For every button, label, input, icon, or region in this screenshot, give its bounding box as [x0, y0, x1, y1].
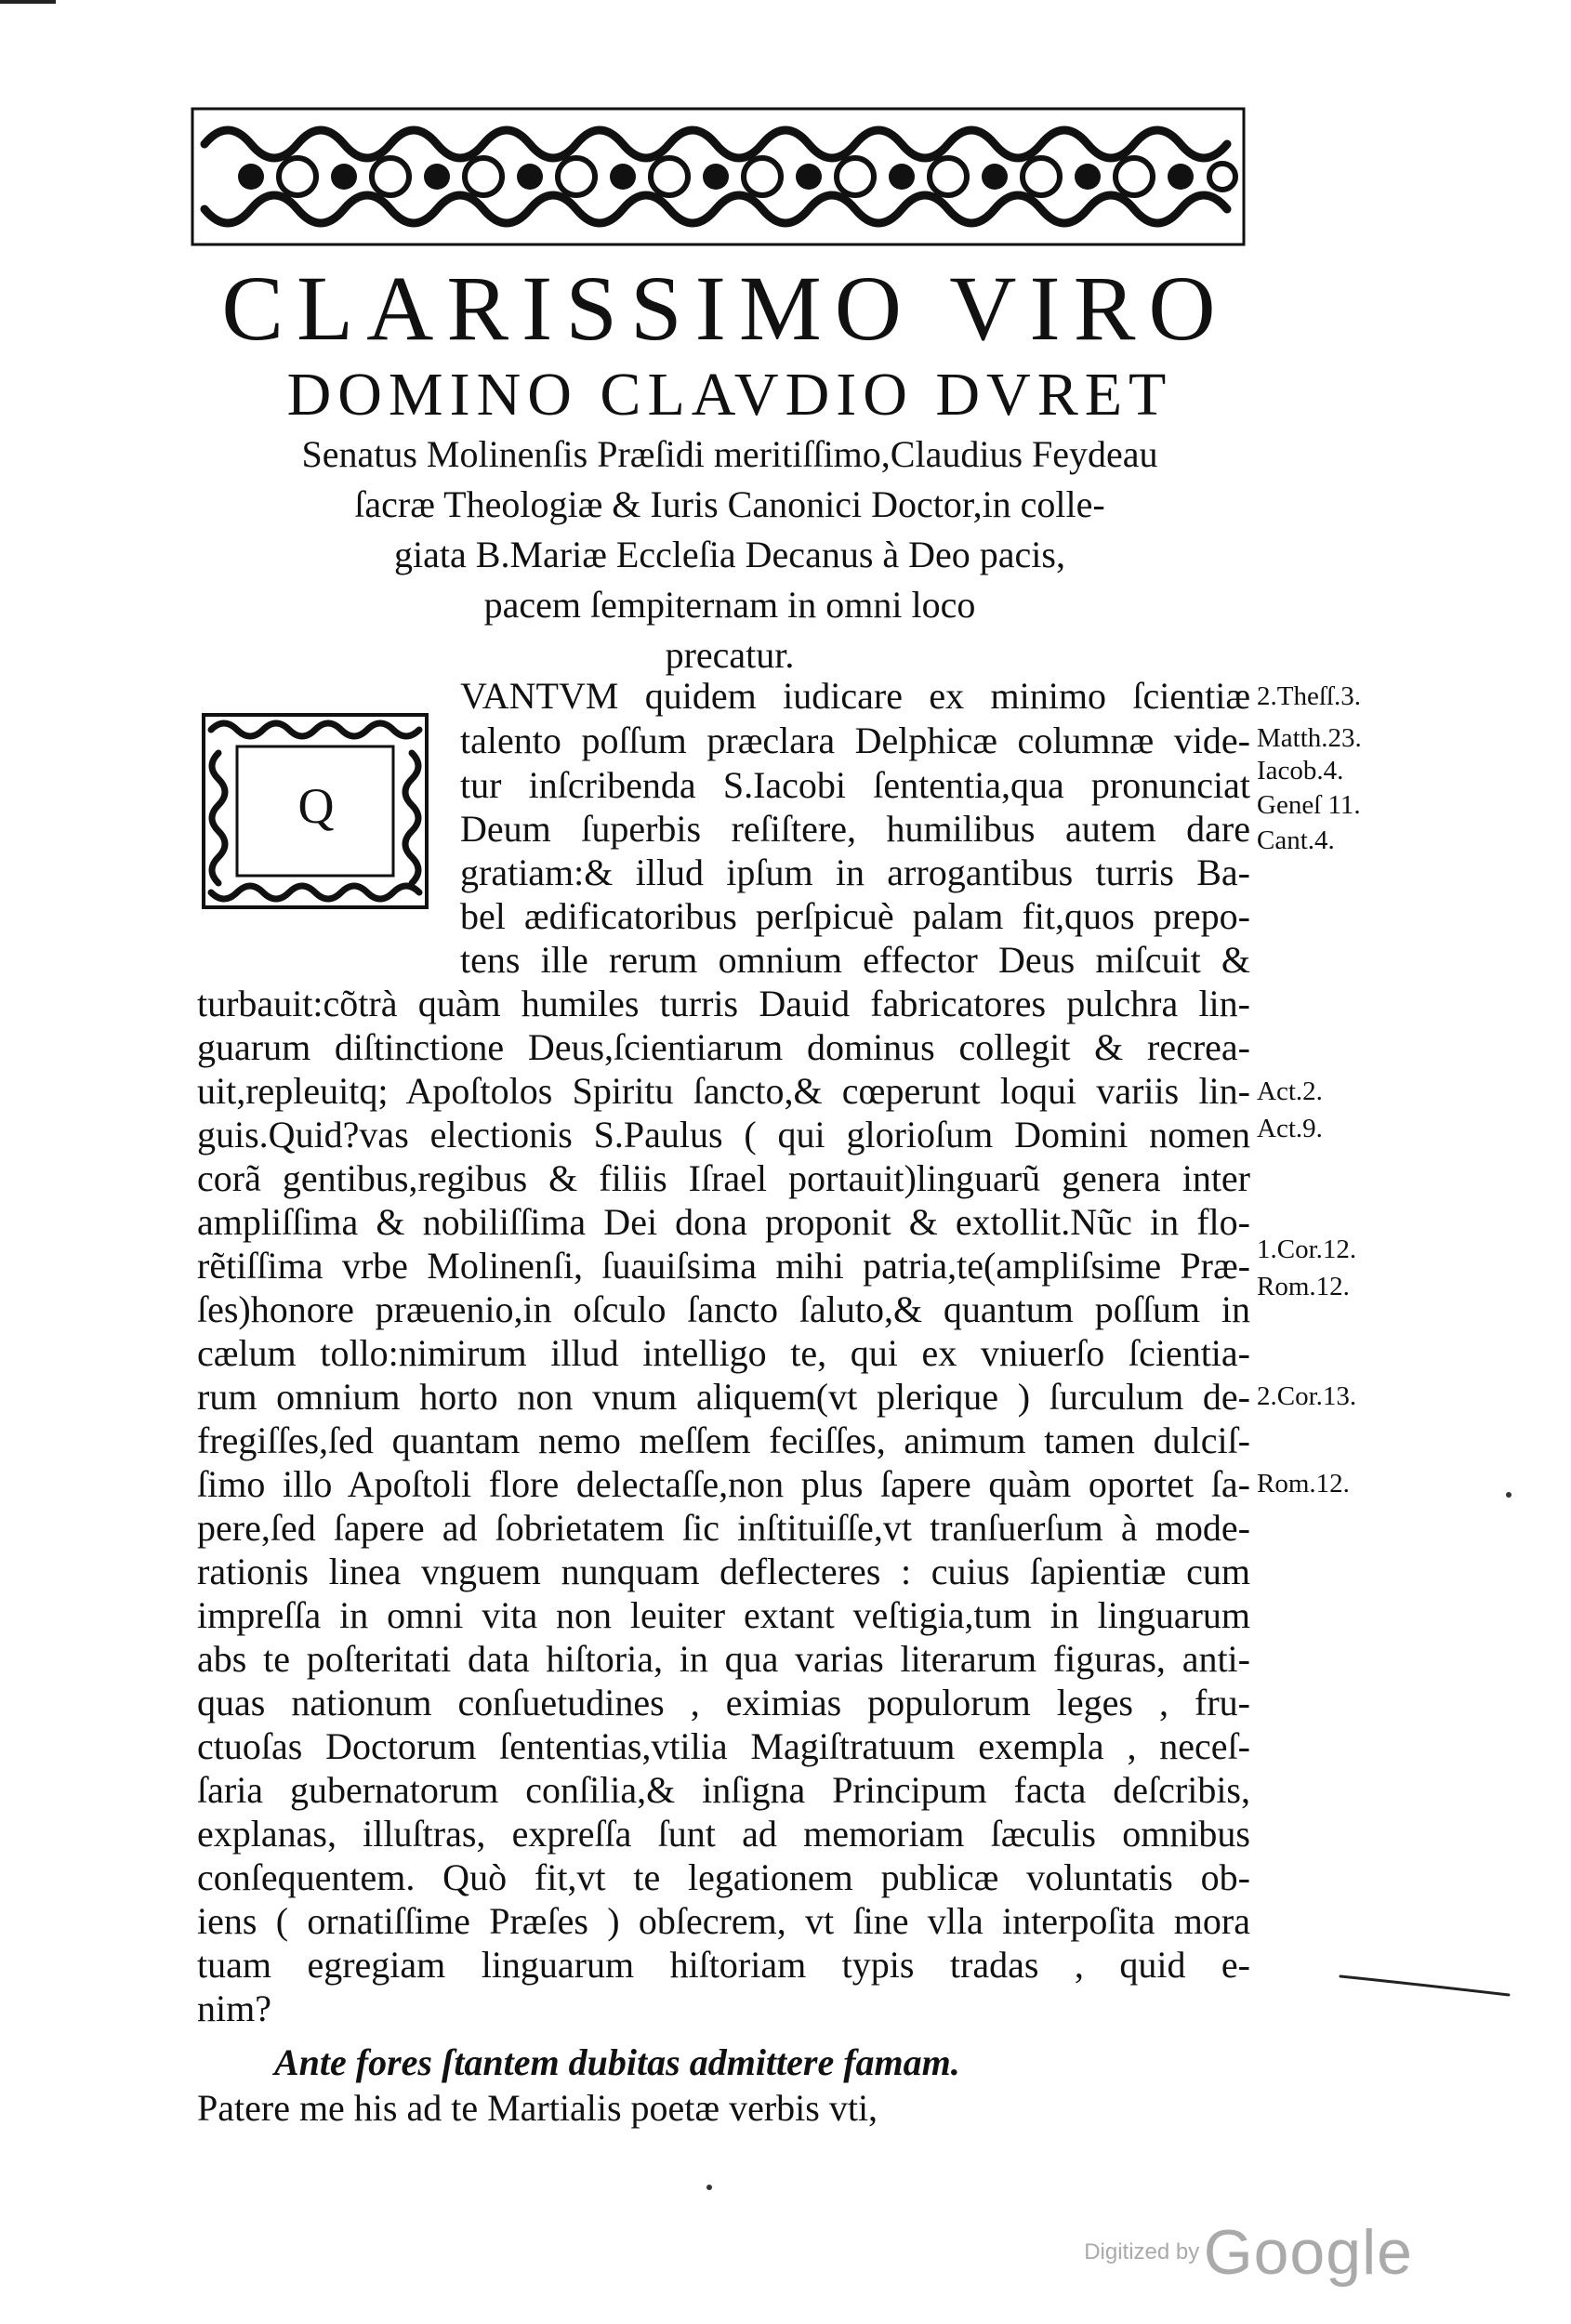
- body-line: rationis linea vnguem nunquam deflecteres : cuius ſapientiæ cum: [197, 1551, 1250, 1592]
- ink-speck: [706, 2185, 712, 2190]
- body-line: ctuoſas Doctorum ſententias,vtilia Magiſtratuum exempla , neceſ-: [197, 1725, 1250, 1767]
- body-line: nim?: [197, 1987, 271, 2029]
- body-line: VANTVM quidem iudicare ex minimo ſcientiæ: [460, 675, 1250, 717]
- body-line: guarum diſtinctione Deus,ſcientiarum dominus collegit & recrea-: [197, 1026, 1250, 1068]
- dedication-line: ſacræ Theologiæ & Iuris Canonici Doctor,in colle-: [354, 483, 1105, 525]
- body-line: fregiſſes,ſed quantam nemo meſſem feciſſes, animum tamen dulciſ-: [197, 1419, 1250, 1461]
- body-line: guis.Quid?vas electionis S.Paulus ( qui glorioſum Domini nomen: [197, 1114, 1250, 1155]
- body-line: turbauit:cõtrà quàm humiles turris Dauid fabricatores pulchra lin-: [197, 983, 1250, 1024]
- margin-note: Cant.4.: [1257, 825, 1335, 855]
- body-line: rẽtiſſima vrbe Molinenſi, ſuauiſsima mihi patria,te(ampliſsime Præ-: [197, 1245, 1250, 1287]
- body-line: tens ille rerum omnium effector Deus miſcuit &: [460, 939, 1250, 981]
- page-edge-mark: [0, 0, 56, 17]
- body-line: rum omnium horto non vnum aliquem(vt plerique ) ſurculum de-: [197, 1376, 1250, 1418]
- body-line: ſes)honore præuenio,in oſculo ſancto ſaluto,& quantum poſſum in: [197, 1288, 1250, 1330]
- margin-note: Act.9.: [1257, 1114, 1323, 1143]
- margin-note: Rom.12.: [1257, 1272, 1350, 1301]
- body-line: uit,repleuitq; Apoſtolos Spiritu ſancto,& cœperunt loqui variis lin-: [197, 1070, 1250, 1112]
- margin-note: Geneſ 11.: [1257, 790, 1361, 820]
- body-line: bel ædificatoribus perſpicuè palam fit,quos prepo-: [460, 895, 1250, 937]
- margin-note: 1.Cor.12.: [1257, 1235, 1357, 1264]
- dedication-line: Senatus Molinenſis Præſidi meritiſſimo,Claudius Feydeau: [301, 433, 1158, 475]
- body-line: Deum ſuperbis reſiſtere, humilibus autem dare: [460, 808, 1250, 850]
- pen-stroke-mark: [1339, 1973, 1511, 1999]
- title-line-1: CLARISSIMO VIRO: [221, 257, 1229, 360]
- body-line: ſimo illo Apoſtoli flore delectaſſe,non plus ſapere quàm oportet ſa-: [197, 1463, 1250, 1505]
- dedication-line: pacem ſempiternam in omni loco: [483, 584, 976, 626]
- initial-letter: Q: [297, 778, 335, 834]
- closing-line: Patere me his ad te Martialis poetæ verbis vti,: [197, 2087, 878, 2129]
- body-line: gratiam:& illud ipſum in arrogantibus turris Ba-: [460, 852, 1250, 893]
- ornamental-headpiece: [191, 107, 1246, 246]
- body-line: quas nationum conſuetudines , eximias populorum leges , fru-: [197, 1682, 1250, 1723]
- dedication-line: precatur.: [665, 634, 795, 676]
- body-line: corã gentibus,regibus & filiis Iſrael portauit)linguarũ genera inter: [197, 1157, 1250, 1199]
- body-line: cælum tollo:nimirum illud intelligo te, qui ex vniuerſo ſcientia-: [197, 1332, 1250, 1374]
- margin-note: Rom.12.: [1257, 1469, 1350, 1499]
- body-line: pere,ſed ſapere ad ſobrietatem ſic inſtituiſſe,vt tranſuerſum à mode-: [197, 1507, 1250, 1549]
- margin-note: 2.Cor.13.: [1257, 1381, 1357, 1411]
- body-line: tuam egregiam linguarum hiſtoriam typis tradas , quid e-: [197, 1944, 1250, 1986]
- body-line: abs te poſteritati data hiſtoria, in qua varias literarum figuras, anti-: [197, 1638, 1250, 1680]
- margin-note: Iacob.4.: [1257, 756, 1344, 786]
- body-line: talento poſſum præclara Delphicæ columnæ vide-: [460, 720, 1250, 761]
- ink-speck: [1506, 1492, 1512, 1498]
- digitized-by-google-watermark: [1084, 2216, 1413, 2289]
- quote-line: Ante fores ſtantem dubitas admittere famam.: [274, 2041, 960, 2083]
- dedication-line: giata B.Mariæ Eccleſia Decanus à Deo pacis,: [394, 534, 1065, 575]
- watermark-brand: Google: [1203, 2217, 1413, 2288]
- body-line: iens ( ornatiſſime Præſes ) obſecrem, vt ſine vlla interpoſita mora: [197, 1900, 1250, 1942]
- body-line: tur inſcribenda S.Iacobi ſententia,qua pronunciat: [460, 764, 1250, 806]
- margin-note: 2.Theſſ.3.: [1257, 681, 1361, 711]
- body-line: ſaria gubernatorum conſilia,& inſigna Principum facta deſcribis,: [197, 1769, 1250, 1811]
- body-line: impreſſa in omni vita non leuiter extant veſtigia,tum in linguarum: [197, 1594, 1250, 1636]
- margin-note: Act.2.: [1257, 1076, 1323, 1106]
- title-line-2: DOMINO CLAVDIO DVRET: [286, 361, 1173, 429]
- watermark-prefix: Digitized by: [1084, 2239, 1200, 2265]
- body-line: ampliſſima & nobiliſſima Dei dona proponit & extollit.Nũc in flo-: [197, 1201, 1250, 1243]
- margin-note: Matth.23.: [1257, 723, 1362, 753]
- dedication-block: [242, 429, 1218, 680]
- body-line: conſequentem. Quò fit,vt te legationem publicæ voluntatis ob-: [197, 1856, 1250, 1898]
- headpiece-roundels: [238, 164, 1194, 190]
- body-line: explanas, illuſtras, expreſſa ſunt ad memoriam ſæculis omnibus: [197, 1813, 1250, 1855]
